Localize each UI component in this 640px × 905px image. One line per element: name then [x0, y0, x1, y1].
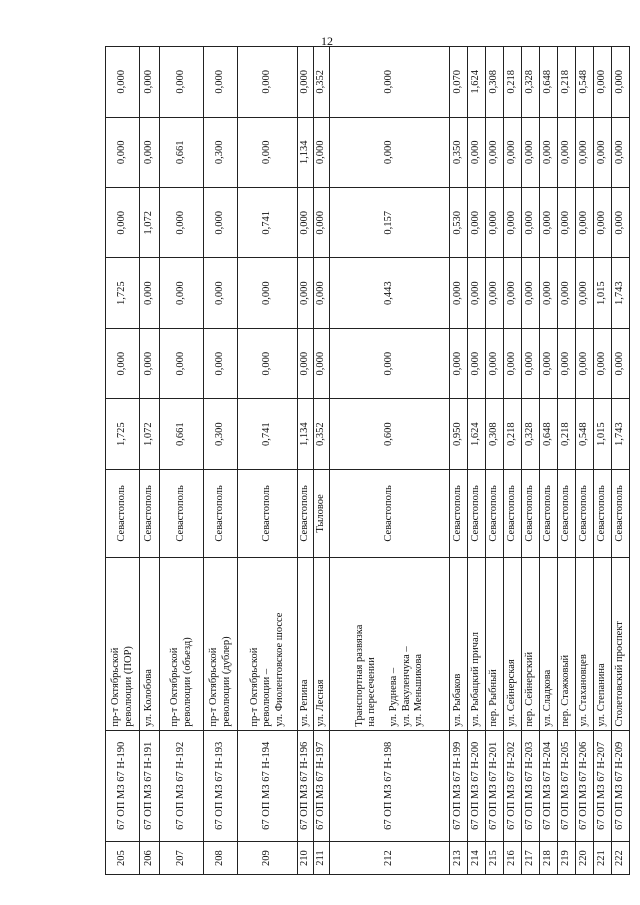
length-value-cell: 0,352	[314, 47, 330, 118]
road-code-cell: 67 ОП МЗ 67 Н-196	[298, 730, 314, 842]
locality-cell: Севастополь	[612, 469, 630, 557]
road-name-line: пер. Сейнерский	[524, 651, 536, 727]
road-registry-table	[105, 46, 630, 875]
length-value-cell: 1,725	[106, 258, 140, 328]
rotated-table-container	[105, 46, 626, 875]
length-value-cell: 0,000	[330, 117, 450, 187]
road-code-cell: 67 ОП МЗ 67 Н-193	[204, 730, 238, 842]
length-value-cell: 0,000	[314, 188, 330, 258]
length-value-cell: 0,000	[314, 258, 330, 328]
road-code-cell: 67 ОП МЗ 67 Н-204	[540, 730, 558, 842]
road-name-cell	[140, 557, 160, 730]
length-value-cell: 1,015	[594, 399, 612, 469]
length-value-cell: 0,000	[238, 47, 298, 118]
length-value-cell: 0,648	[540, 399, 558, 469]
road-name-cell	[576, 557, 594, 730]
road-code-cell: 67 ОП МЗ 67 Н-207	[594, 730, 612, 842]
row-index-cell: 218	[540, 842, 558, 875]
road-code-cell: 67 ОП МЗ 67 Н-198	[330, 730, 450, 842]
road-name-cell	[330, 557, 450, 730]
locality-cell: Севастополь	[330, 469, 450, 557]
length-value-cell: 0,000	[540, 328, 558, 398]
length-value-cell: 0,000	[160, 47, 204, 118]
length-value-cell: 0,000	[330, 47, 450, 118]
row-index-cell: 205	[106, 842, 140, 875]
road-name-line: ул. Рыбацкий причал	[470, 632, 482, 727]
length-value-cell: 0,218	[558, 399, 576, 469]
length-value-cell: 1,015	[594, 258, 612, 328]
length-value-cell: 1,134	[298, 117, 314, 187]
locality-cell: Севастополь	[504, 469, 522, 557]
length-value-cell: 0,000	[504, 328, 522, 398]
table-row	[468, 47, 486, 875]
length-value-cell: 0,352	[314, 399, 330, 469]
road-name-line: ул. Фиолентовское шоссе	[273, 612, 285, 727]
length-value-cell: 1,743	[612, 399, 630, 469]
length-value-cell: 0,000	[612, 188, 630, 258]
row-index-cell: 211	[314, 842, 330, 875]
length-value-cell: 1,072	[140, 399, 160, 469]
row-index-cell: 215	[486, 842, 504, 875]
length-value-cell: 1,624	[468, 399, 486, 469]
length-value-cell: 0,000	[612, 47, 630, 118]
length-value-cell: 0,000	[486, 188, 504, 258]
road-name-line: революции (дублер)	[220, 636, 232, 727]
road-code-cell: 67 ОП МЗ 67 Н-203	[522, 730, 540, 842]
length-value-cell: 0,000	[160, 188, 204, 258]
row-index-cell: 220	[576, 842, 594, 875]
row-index-cell: 206	[140, 842, 160, 875]
length-value-cell: 0,000	[106, 117, 140, 187]
road-name-line: Транспортная развязка	[354, 624, 366, 727]
road-name-cell	[314, 557, 330, 730]
length-value-cell: 0,000	[558, 188, 576, 258]
road-name-line: пер. Стажковый	[560, 654, 572, 727]
road-code-cell: 67 ОП МЗ 67 Н-209	[612, 730, 630, 842]
length-value-cell: 0,000	[486, 258, 504, 328]
length-value-cell: 0,000	[106, 47, 140, 118]
length-value-cell: 0,328	[522, 399, 540, 469]
road-name-cell	[486, 557, 504, 730]
road-code-cell: 67 ОП МЗ 67 Н-202	[504, 730, 522, 842]
length-value-cell: 1,072	[140, 188, 160, 258]
road-name-cell	[160, 557, 204, 730]
locality-cell: Севастополь	[450, 469, 468, 557]
length-value-cell: 0,000	[140, 117, 160, 187]
table-row	[204, 47, 238, 875]
row-index-cell: 221	[594, 842, 612, 875]
road-code-cell: 67 ОП МЗ 67 Н-201	[486, 730, 504, 842]
table-row	[594, 47, 612, 875]
length-value-cell: 0,548	[576, 47, 594, 118]
road-name-line: пр-т Октябрьской	[169, 647, 181, 727]
length-value-cell: 0,000	[504, 258, 522, 328]
length-value-cell: 0,070	[450, 47, 468, 118]
locality-cell: Севастополь	[238, 469, 298, 557]
page-number: 12	[321, 34, 333, 48]
table-row	[576, 47, 594, 875]
road-code-cell: 67 ОП МЗ 67 Н-192	[160, 730, 204, 842]
row-index-cell: 222	[612, 842, 630, 875]
road-code-cell: 67 ОП МЗ 67 Н-199	[450, 730, 468, 842]
length-value-cell: 0,741	[238, 188, 298, 258]
table-row	[504, 47, 522, 875]
length-value-cell: 0,000	[314, 117, 330, 187]
length-value-cell: 0,350	[450, 117, 468, 187]
road-name-cell	[522, 557, 540, 730]
locality-cell: Севастополь	[576, 469, 594, 557]
length-value-cell: 0,000	[558, 328, 576, 398]
table-row	[314, 47, 330, 875]
length-value-cell: 0,000	[486, 328, 504, 398]
length-value-cell: 0,661	[160, 399, 204, 469]
road-name-cell	[558, 557, 576, 730]
length-value-cell: 0,308	[486, 47, 504, 118]
length-value-cell: 0,000	[330, 328, 450, 398]
length-value-cell: 0,000	[504, 117, 522, 187]
row-index-cell: 208	[204, 842, 238, 875]
length-value-cell: 0,157	[330, 188, 450, 258]
locality-cell: Севастополь	[106, 469, 140, 557]
length-value-cell: 0,530	[450, 188, 468, 258]
length-value-cell: 1,134	[298, 399, 314, 469]
length-value-cell: 0,000	[468, 328, 486, 398]
road-name-line	[378, 561, 388, 727]
length-value-cell: 0,000	[522, 188, 540, 258]
length-value-cell: 0,000	[594, 188, 612, 258]
length-value-cell: 0,548	[576, 399, 594, 469]
length-value-cell: 0,000	[540, 117, 558, 187]
road-name-cell	[204, 557, 238, 730]
length-value-cell: 0,000	[298, 47, 314, 118]
road-name-line: революции (ПОР)	[122, 646, 134, 727]
locality-cell: Севастополь	[160, 469, 204, 557]
length-value-cell: 0,950	[450, 399, 468, 469]
row-index-cell: 217	[522, 842, 540, 875]
road-name-line: ул. Меньшикова	[412, 654, 424, 727]
length-value-cell: 0,443	[330, 258, 450, 328]
length-value-cell: 0,648	[540, 47, 558, 118]
length-value-cell: 0,000	[612, 328, 630, 398]
length-value-cell: 0,000	[522, 258, 540, 328]
length-value-cell: 0,000	[486, 117, 504, 187]
road-code-cell: 67 ОП МЗ 67 Н-194	[238, 730, 298, 842]
length-value-cell: 0,000	[576, 328, 594, 398]
road-code-cell: 67 ОП МЗ 67 Н-206	[576, 730, 594, 842]
length-value-cell: 0,000	[468, 117, 486, 187]
length-value-cell: 0,000	[204, 47, 238, 118]
table-rotation-frame	[105, 46, 626, 875]
length-value-cell: 0,000	[504, 188, 522, 258]
length-value-cell: 0,000	[612, 117, 630, 187]
length-value-cell: 0,000	[522, 117, 540, 187]
length-value-cell: 0,000	[468, 188, 486, 258]
length-value-cell: 0,000	[298, 188, 314, 258]
length-value-cell: 0,000	[140, 258, 160, 328]
locality-cell: Севастополь	[140, 469, 160, 557]
road-name-line: ул. Колобова	[143, 669, 155, 727]
row-index-cell: 209	[238, 842, 298, 875]
row-index-cell: 210	[298, 842, 314, 875]
locality-cell: Севастополь	[522, 469, 540, 557]
table-row	[450, 47, 468, 875]
road-code-cell: 67 ОП МЗ 67 Н-197	[314, 730, 330, 842]
length-value-cell: 1,725	[106, 399, 140, 469]
table-row	[106, 47, 140, 875]
table-row	[558, 47, 576, 875]
road-name-line: Столетовский проспект	[614, 621, 626, 727]
road-name-cell	[540, 557, 558, 730]
length-value-cell: 0,000	[140, 328, 160, 398]
length-value-cell: 0,000	[594, 47, 612, 118]
road-name-line: пер. Рыбный	[488, 669, 500, 727]
locality-cell: Севастополь	[298, 469, 314, 557]
road-name-line: ул. Лесная	[315, 679, 327, 727]
table-row	[486, 47, 504, 875]
length-value-cell: 0,000	[238, 117, 298, 187]
length-value-cell: 0,000	[238, 258, 298, 328]
locality-cell: Севастополь	[540, 469, 558, 557]
locality-cell: Севастополь	[486, 469, 504, 557]
table-row	[238, 47, 298, 875]
road-code-cell: 67 ОП МЗ 67 Н-190	[106, 730, 140, 842]
table-row	[612, 47, 630, 875]
road-name-line: на пересечении	[366, 657, 378, 727]
road-code-cell: 67 ОП МЗ 67 Н-200	[468, 730, 486, 842]
table-row	[330, 47, 450, 875]
road-name-cell	[612, 557, 630, 730]
road-name-line: ул. Рыбаков	[452, 673, 464, 727]
length-value-cell: 0,000	[238, 328, 298, 398]
road-name-cell	[450, 557, 468, 730]
length-value-cell: 0,600	[330, 399, 450, 469]
length-value-cell: 0,300	[204, 117, 238, 187]
length-value-cell: 0,000	[594, 328, 612, 398]
length-value-cell: 1,743	[612, 258, 630, 328]
length-value-cell: 0,308	[486, 399, 504, 469]
length-value-cell: 0,300	[204, 399, 238, 469]
length-value-cell: 0,000	[298, 258, 314, 328]
locality-cell: Севастополь	[204, 469, 238, 557]
length-value-cell: 0,000	[450, 328, 468, 398]
length-value-cell: 0,218	[504, 399, 522, 469]
length-value-cell: 0,000	[576, 188, 594, 258]
road-name-line: пр-т Октябрьской	[249, 647, 261, 727]
row-index-cell: 212	[330, 842, 450, 875]
table-row	[298, 47, 314, 875]
row-index-cell: 219	[558, 842, 576, 875]
table-row	[140, 47, 160, 875]
row-index-cell: 216	[504, 842, 522, 875]
table-row	[160, 47, 204, 875]
length-value-cell: 0,000	[576, 258, 594, 328]
length-value-cell: 0,000	[314, 328, 330, 398]
locality-cell: Севастополь	[558, 469, 576, 557]
length-value-cell: 0,000	[106, 188, 140, 258]
length-value-cell: 0,218	[558, 47, 576, 118]
road-name-line: революции (объезд)	[181, 637, 193, 727]
road-name-line: ул. Репина	[299, 679, 311, 727]
road-name-line: ул. Сладкова	[542, 669, 554, 727]
road-name-line: ул. Степанина	[596, 663, 608, 727]
road-name-line: ул. Руднева –	[388, 667, 400, 727]
length-value-cell: 0,000	[450, 258, 468, 328]
road-name-cell	[468, 557, 486, 730]
road-code-cell: 67 ОП МЗ 67 Н-191	[140, 730, 160, 842]
road-name-line: пр-т Октябрьской	[110, 647, 122, 727]
length-value-cell: 0,000	[558, 117, 576, 187]
table-body	[106, 47, 630, 875]
length-value-cell: 0,328	[522, 47, 540, 118]
locality-cell: Севастополь	[594, 469, 612, 557]
road-code-cell: 67 ОП МЗ 67 Н-205	[558, 730, 576, 842]
length-value-cell: 0,000	[468, 258, 486, 328]
road-name-cell	[298, 557, 314, 730]
length-value-cell: 0,000	[558, 258, 576, 328]
length-value-cell: 0,218	[504, 47, 522, 118]
table-row	[522, 47, 540, 875]
locality-cell: Севастополь	[468, 469, 486, 557]
length-value-cell: 0,000	[204, 328, 238, 398]
road-name-cell	[106, 557, 140, 730]
length-value-cell: 0,000	[540, 188, 558, 258]
road-name-cell	[238, 557, 298, 730]
locality-cell: Тыловое	[314, 469, 330, 557]
table-row	[540, 47, 558, 875]
road-name-cell	[504, 557, 522, 730]
road-name-line: ул. Вакуленчука –	[400, 646, 412, 727]
road-name-line: пр-т Октябрьской	[208, 647, 220, 727]
length-value-cell: 0,000	[140, 47, 160, 118]
length-value-cell: 1,624	[468, 47, 486, 118]
length-value-cell: 0,000	[160, 258, 204, 328]
road-name-cell	[594, 557, 612, 730]
road-name-line: революции –	[261, 668, 273, 727]
length-value-cell: 0,000	[106, 328, 140, 398]
row-index-cell: 207	[160, 842, 204, 875]
road-name-line: ул. Сейнерская	[506, 659, 518, 727]
length-value-cell: 0,000	[522, 328, 540, 398]
length-value-cell: 0,000	[204, 258, 238, 328]
length-value-cell: 0,000	[298, 328, 314, 398]
length-value-cell: 0,000	[204, 188, 238, 258]
length-value-cell: 0,000	[540, 258, 558, 328]
row-index-cell: 213	[450, 842, 468, 875]
road-name-line: ул. Стахановцев	[578, 654, 590, 727]
length-value-cell: 0,661	[160, 117, 204, 187]
row-index-cell: 214	[468, 842, 486, 875]
length-value-cell: 0,000	[594, 117, 612, 187]
length-value-cell: 0,000	[576, 117, 594, 187]
length-value-cell: 0,000	[160, 328, 204, 398]
length-value-cell: 0,741	[238, 399, 298, 469]
